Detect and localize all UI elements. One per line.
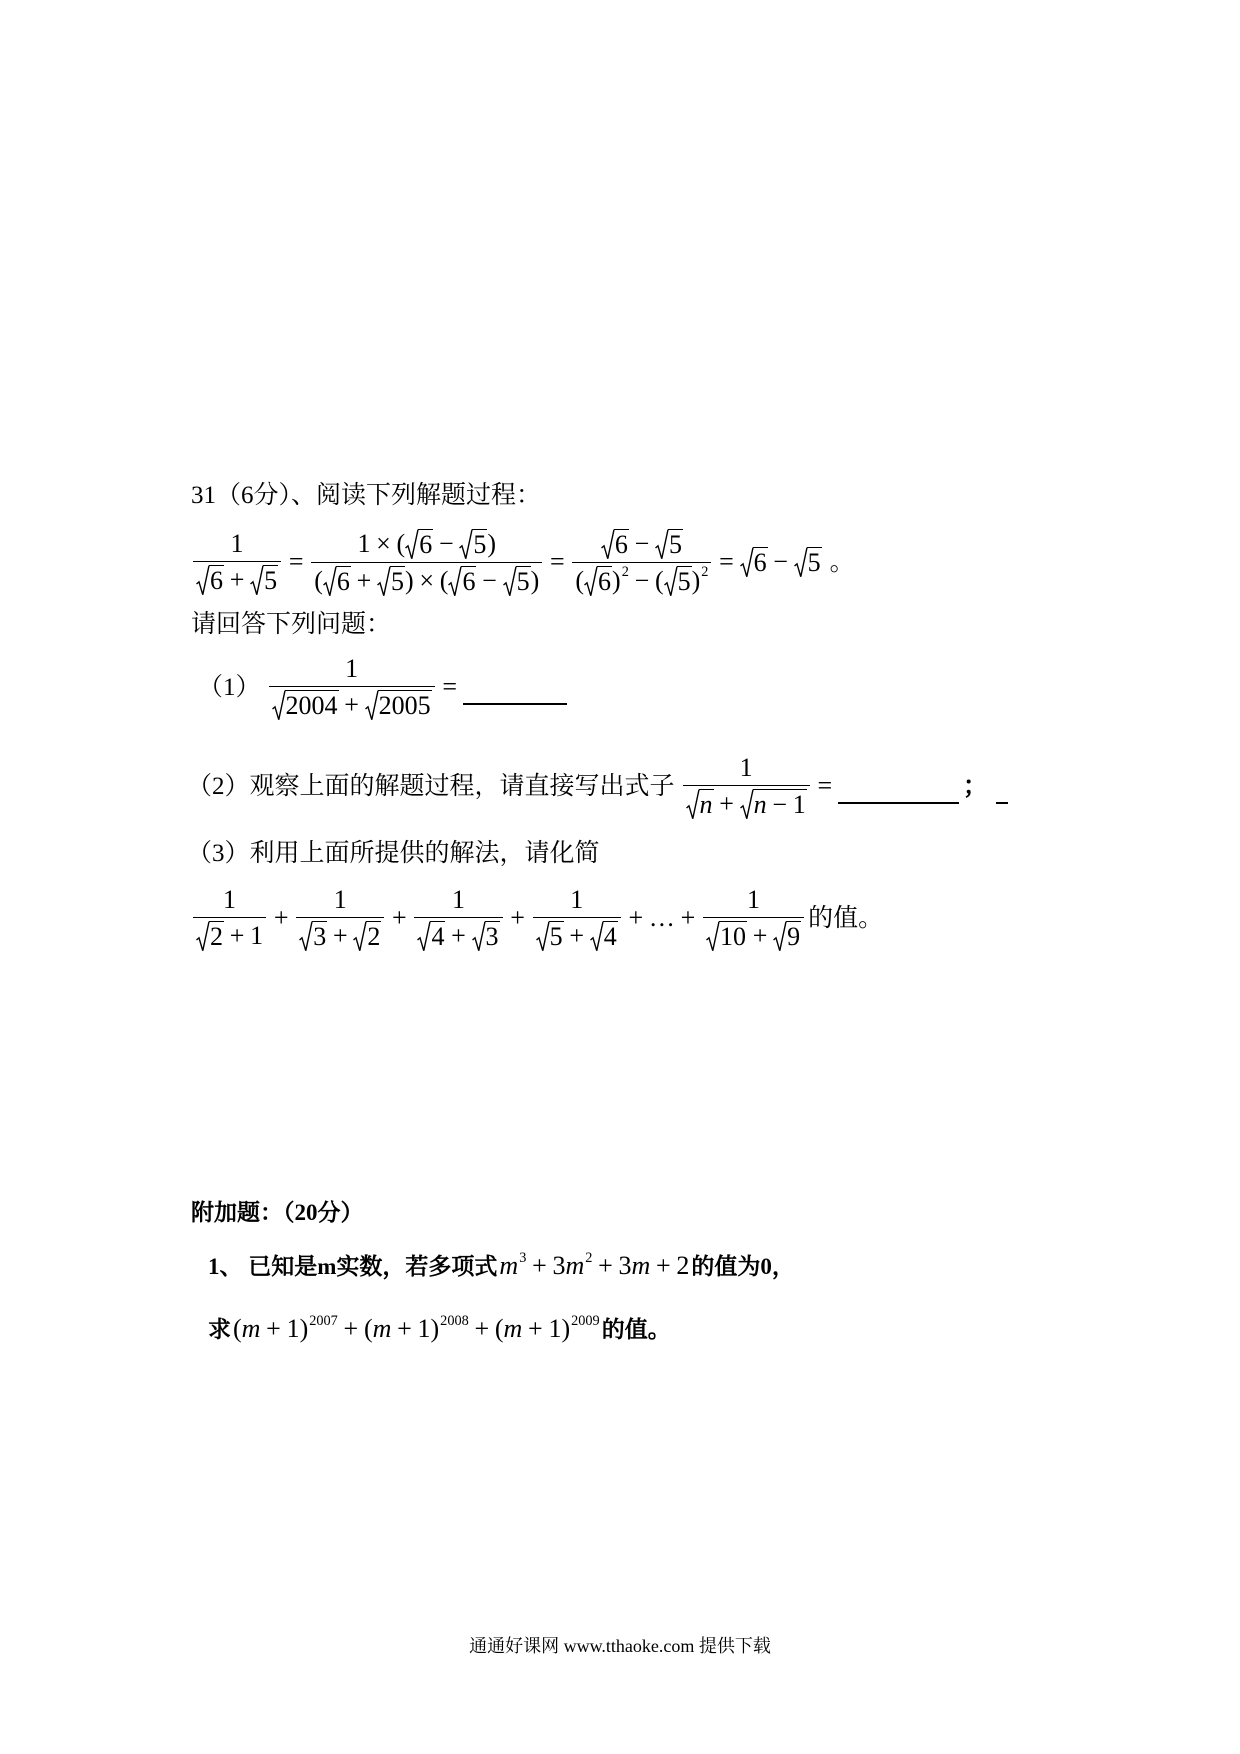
math-operator: = <box>817 771 833 801</box>
math-operator: × <box>419 565 435 595</box>
math-text: ( <box>575 565 585 595</box>
radical-sign <box>740 547 753 578</box>
math-operator: + <box>229 564 245 594</box>
math-variable: m <box>241 1314 261 1343</box>
bonus-q1-ask-lead: 求 <box>208 1316 231 1342</box>
radicand <box>753 547 768 578</box>
question-31-heading: 31（6分）、阅读下列解题过程： <box>191 482 542 509</box>
fraction-denominator <box>572 563 711 597</box>
math-text: 1 <box>548 1314 562 1343</box>
semicolon: ； <box>962 772 988 800</box>
math-text: 2004 <box>285 690 338 720</box>
math-text: 1 <box>250 920 264 950</box>
radical-sign <box>272 690 285 721</box>
fraction-denominator <box>269 687 435 721</box>
radicand <box>614 529 629 560</box>
fraction-denominator <box>683 786 810 820</box>
math-operator: − <box>634 565 650 595</box>
square-root <box>601 529 629 560</box>
radical-glyph <box>196 565 209 596</box>
radicand <box>668 529 683 560</box>
square-root <box>664 566 692 597</box>
fraction-denominator <box>296 918 384 952</box>
math-operator: + <box>752 920 768 950</box>
radicand <box>461 566 476 597</box>
radical-glyph <box>740 547 753 578</box>
bonus-question-1-ask <box>208 1315 671 1344</box>
radical-glyph <box>323 566 336 597</box>
math-text: 3 <box>552 1251 566 1280</box>
radical-glyph <box>503 566 516 597</box>
radicand <box>549 921 564 952</box>
math-text: 1 <box>286 1314 300 1343</box>
radical-sign <box>353 921 366 952</box>
superscript: 2 <box>621 563 629 580</box>
power-sum-expression <box>233 1315 600 1344</box>
radical-glyph <box>706 921 719 952</box>
math-operator: + <box>569 920 585 950</box>
bonus-q1-ask-tail: 的值。 <box>601 1316 671 1342</box>
fraction <box>193 530 281 595</box>
math-text: ) <box>530 565 540 595</box>
math-operator: = <box>719 547 734 577</box>
radical-glyph <box>655 529 668 560</box>
fraction <box>311 529 542 596</box>
math-text: 1 <box>792 789 806 819</box>
square-root <box>472 921 500 952</box>
radical-glyph <box>472 921 485 952</box>
math-text: 6 <box>614 530 628 559</box>
bonus-q1-condition-tail: 的值为0， <box>691 1253 795 1279</box>
part-1-expression <box>267 655 463 720</box>
radical-glyph <box>365 690 378 721</box>
worked-example-line <box>191 529 855 596</box>
fraction-denominator <box>703 918 804 952</box>
radicand <box>516 566 531 597</box>
fraction-numerator <box>414 886 502 918</box>
radical-glyph <box>250 565 263 596</box>
fraction <box>269 655 435 720</box>
square-root <box>377 566 405 597</box>
math-text: 5 <box>391 566 404 596</box>
radical-sign <box>706 921 719 952</box>
square-root <box>365 690 432 721</box>
part-3-sum-line <box>191 886 883 951</box>
radical-glyph <box>740 789 753 820</box>
superscript: 2 <box>701 563 709 580</box>
radical-sign <box>686 789 699 820</box>
radicand <box>209 921 224 952</box>
radical-sign <box>365 690 378 721</box>
radical-glyph <box>459 529 472 560</box>
square-root <box>448 566 476 597</box>
math-text: 3 <box>313 921 327 951</box>
math-variable: m <box>372 1314 392 1343</box>
math-operator: × <box>376 529 391 558</box>
math-operator: + <box>229 920 245 950</box>
math-operator: = <box>549 547 565 577</box>
punctuation: 。 <box>829 548 855 576</box>
math-text: ( <box>439 565 449 595</box>
math-operator: + <box>510 903 525 933</box>
math-text: 4 <box>603 921 617 951</box>
math-text: 5 <box>677 566 691 596</box>
radical-glyph <box>405 529 418 560</box>
radicand <box>699 789 714 820</box>
math-text: 5 <box>807 548 821 578</box>
part-3-sum-expression <box>191 886 806 951</box>
fraction <box>533 886 621 951</box>
polynomial-expression <box>499 1252 689 1281</box>
square-root <box>655 529 683 560</box>
math-text: 6 <box>753 548 767 578</box>
superscript: 2007 <box>309 1313 338 1329</box>
superscript: 2009 <box>571 1313 600 1329</box>
fraction-denominator <box>311 563 542 597</box>
math-text: 1 <box>570 885 584 914</box>
radicand <box>485 921 500 952</box>
math-variable: n <box>753 789 767 819</box>
math-variable: m <box>631 1251 651 1280</box>
math-text: ) <box>299 1314 309 1343</box>
radical-sign <box>503 566 516 597</box>
math-operator: + <box>392 903 407 933</box>
math-operator: + <box>628 903 644 933</box>
fraction <box>193 886 266 951</box>
math-operator: − <box>438 529 454 558</box>
radical-sign <box>299 921 312 952</box>
fraction-numerator <box>533 886 621 918</box>
square-root <box>590 921 618 952</box>
radicand <box>263 565 278 596</box>
square-root <box>196 565 224 596</box>
math-text: 2 <box>210 921 223 951</box>
math-text: ) <box>691 565 701 595</box>
radicand <box>418 529 433 560</box>
math-text: 2 <box>676 1251 690 1280</box>
math-text: … <box>648 903 675 933</box>
radical-sign <box>472 921 485 952</box>
math-operator: = <box>442 672 458 702</box>
math-operator: + <box>598 1251 613 1280</box>
math-text: 6 <box>336 566 350 596</box>
radicand <box>209 565 224 596</box>
radical-sign <box>536 921 549 952</box>
radical-glyph <box>590 921 603 952</box>
math-text: 1 <box>345 654 359 683</box>
math-text: 5 <box>264 565 278 595</box>
radicand <box>603 921 618 952</box>
superscript: 3 <box>519 1250 527 1266</box>
radical-glyph <box>584 566 597 597</box>
square-root <box>459 529 487 560</box>
math-operator: − <box>772 789 788 819</box>
math-text: 1 <box>739 753 753 782</box>
fraction-numerator <box>269 655 435 687</box>
math-operator: − <box>482 565 497 595</box>
math-operator: + <box>343 1314 359 1343</box>
fraction-numerator <box>703 886 804 918</box>
radical-sign <box>590 921 603 952</box>
math-text: 6 <box>598 566 612 596</box>
math-text: 4 <box>431 921 445 951</box>
math-variable: m <box>499 1251 519 1280</box>
radical-sign <box>196 565 209 596</box>
math-text: ( <box>314 565 323 595</box>
radical-glyph <box>377 566 390 597</box>
square-root <box>740 547 768 578</box>
short-blank <box>996 782 1008 804</box>
radical-sign <box>459 529 472 560</box>
radical-glyph <box>773 921 786 952</box>
fraction <box>703 886 804 951</box>
fraction-denominator <box>414 918 502 952</box>
radical-sign <box>417 921 430 952</box>
fraction-numerator <box>193 886 266 918</box>
part-2-prompt: （2）观察上面的解题过程，请直接写出式子 <box>187 772 675 800</box>
math-operator: + <box>266 1314 281 1343</box>
math-operator: + <box>719 788 734 818</box>
square-root <box>353 921 381 952</box>
radical-sign <box>250 565 263 596</box>
math-text: ( <box>233 1314 242 1343</box>
math-text: 10 <box>719 921 746 951</box>
answer-blank <box>463 683 567 705</box>
radical-sign <box>773 921 786 952</box>
square-root <box>740 789 807 820</box>
radical-sign <box>377 566 390 597</box>
bonus-question-1-condition <box>208 1252 795 1281</box>
math-text: ( <box>396 529 406 558</box>
square-root <box>503 566 531 597</box>
math-text: 1 <box>747 885 761 914</box>
radical-glyph <box>536 921 549 952</box>
square-root <box>250 565 278 596</box>
math-operator: + <box>451 920 466 950</box>
radical-sign <box>740 789 753 820</box>
radicand <box>597 566 612 597</box>
radicand <box>786 921 801 952</box>
square-root <box>794 547 822 578</box>
fraction <box>572 529 711 596</box>
superscript: 2008 <box>440 1313 469 1329</box>
radical-glyph <box>794 547 807 578</box>
math-text: 2005 <box>378 690 431 720</box>
math-text: 3 <box>618 1251 632 1280</box>
math-text: 5 <box>473 530 487 559</box>
math-text: 5 <box>516 566 530 596</box>
part-1-label: （1） <box>198 673 261 701</box>
math-variable: m <box>565 1251 585 1280</box>
radicand <box>285 690 339 721</box>
worked-example-equation <box>191 529 855 596</box>
radical-sign <box>794 547 807 578</box>
radicand <box>719 921 747 952</box>
radical-sign <box>601 529 614 560</box>
instruction-text: 请回答下列问题： <box>191 611 392 638</box>
fraction-numerator <box>193 530 281 562</box>
part-2-expression <box>681 754 838 819</box>
math-text: 1 <box>333 885 347 914</box>
math-operator: + <box>528 1314 543 1343</box>
fraction <box>683 754 810 819</box>
math-text: 5 <box>668 530 682 559</box>
square-root <box>706 921 747 952</box>
math-text: 5 <box>549 921 563 951</box>
radical-glyph <box>272 690 285 721</box>
radical-sign <box>655 529 668 560</box>
math-text: 2 <box>367 921 381 951</box>
math-text: 3 <box>485 921 499 951</box>
radicand <box>390 566 405 597</box>
math-operator: − <box>634 529 650 558</box>
math-text: 1 <box>223 885 237 914</box>
radical-glyph <box>353 921 366 952</box>
math-variable: n <box>699 789 713 819</box>
math-text: ) <box>430 1314 440 1343</box>
math-text: 1 <box>357 529 371 558</box>
math-text: ( <box>494 1314 504 1343</box>
fraction-denominator <box>193 918 266 952</box>
math-operator: + <box>656 1251 671 1280</box>
fraction-denominator <box>533 918 621 952</box>
radicand <box>378 690 432 721</box>
math-text: 1 <box>230 529 244 558</box>
math-operator: + <box>344 689 359 719</box>
math-variable: m <box>503 1314 523 1343</box>
math-operator: + <box>474 1314 490 1343</box>
math-text: ) <box>561 1314 571 1343</box>
square-root <box>272 690 339 721</box>
part-3-tail: 的值。 <box>808 904 884 932</box>
radical-sign <box>323 566 336 597</box>
radicand <box>312 921 327 952</box>
radical-glyph <box>686 789 699 820</box>
fraction-numerator <box>296 886 384 918</box>
question-31-part-1 <box>198 655 567 720</box>
math-operator: + <box>532 1251 547 1280</box>
fraction-numerator <box>683 754 810 786</box>
square-root <box>686 789 714 820</box>
radical-glyph <box>601 529 614 560</box>
square-root <box>417 921 445 952</box>
math-text: ) <box>612 565 621 595</box>
math-text: ( <box>363 1314 373 1343</box>
square-root <box>405 529 433 560</box>
math-operator: + <box>332 920 348 950</box>
math-text: 6 <box>210 565 223 595</box>
math-text: 9 <box>787 921 801 951</box>
radicand <box>677 566 692 597</box>
radical-glyph <box>448 566 461 597</box>
radical-glyph <box>196 921 209 952</box>
superscript: 2 <box>585 1250 593 1266</box>
math-text: 1 <box>451 885 465 914</box>
radicand <box>753 789 807 820</box>
math-operator: + <box>397 1314 412 1343</box>
fraction-denominator <box>193 562 281 596</box>
math-text: 6 <box>419 530 433 559</box>
radicand <box>366 921 381 952</box>
question-31-part-2 <box>187 754 1008 819</box>
square-root <box>584 566 612 597</box>
square-root <box>196 921 224 952</box>
square-root <box>299 921 327 952</box>
radical-sign <box>196 921 209 952</box>
fraction <box>296 886 384 951</box>
math-operator: + <box>356 565 372 595</box>
math-operator: + <box>680 903 696 933</box>
radical-glyph <box>299 921 312 952</box>
radicand <box>336 566 351 597</box>
math-text: ) <box>405 565 414 595</box>
square-root <box>536 921 564 952</box>
math-operator: − <box>773 547 788 577</box>
radical-sign <box>448 566 461 597</box>
question-31-part-3: （3）利用上面所提供的解法，请化简 <box>187 840 600 867</box>
radicand <box>472 529 487 560</box>
fraction-numerator <box>311 529 542 563</box>
math-text: ) <box>487 529 496 558</box>
page-footer: 通通好课网 www.tthaoke.com 提供下载 <box>469 1636 771 1656</box>
fraction <box>414 886 502 951</box>
radical-sign <box>584 566 597 597</box>
math-operator: = <box>288 547 304 577</box>
bonus-q1-lead: 1、 已知是m实数，若多项式 <box>208 1253 498 1279</box>
radical-glyph <box>417 921 430 952</box>
radicand <box>430 921 445 952</box>
radical-sign <box>664 566 677 597</box>
radical-glyph <box>664 566 677 597</box>
radical-sign <box>405 529 418 560</box>
math-text: 6 <box>462 566 476 596</box>
fraction-numerator <box>572 529 711 563</box>
radicand <box>807 547 822 578</box>
square-root <box>323 566 351 597</box>
math-text: ( <box>654 565 664 595</box>
square-root <box>773 921 801 952</box>
answer-blank <box>838 782 959 804</box>
bonus-heading: 附加题：（20分） <box>191 1200 364 1225</box>
math-text: 1 <box>417 1314 431 1343</box>
math-operator: + <box>273 903 289 933</box>
